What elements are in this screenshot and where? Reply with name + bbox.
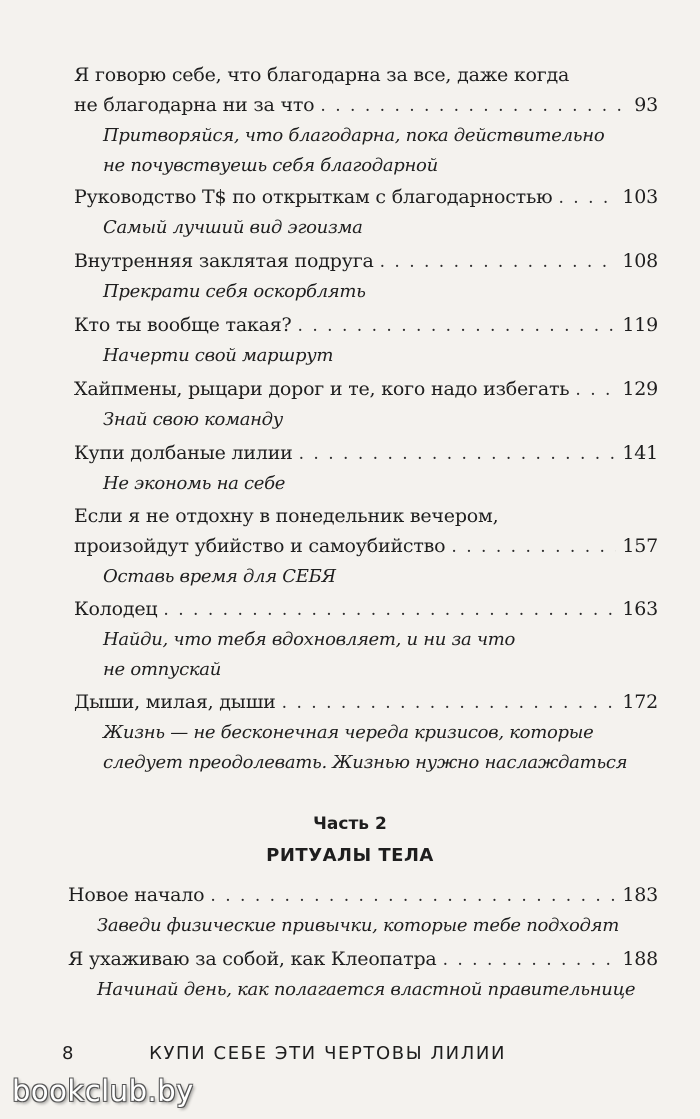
toc-entry bbox=[74, 594, 658, 685]
toc-entry-title-line bbox=[68, 944, 658, 975]
toc-entry-title-line bbox=[74, 438, 658, 469]
toc-entry-subtitle: не отпускай bbox=[103, 659, 222, 680]
toc-entry bbox=[74, 182, 658, 243]
toc-entry-title-line bbox=[74, 687, 658, 718]
toc-entry-title: произойдут убийство и самоубийство bbox=[74, 535, 446, 557]
toc-entry-title: Новое начало bbox=[68, 884, 205, 906]
leader-dots bbox=[443, 945, 617, 975]
toc-entry-title: Внутренняя заклятая подруга bbox=[74, 250, 374, 272]
toc-entry-title-line bbox=[74, 246, 658, 277]
leader-dots bbox=[299, 439, 617, 469]
toc-entry-title: Кто ты вообще такая? bbox=[74, 314, 292, 336]
toc-entry-title: Я говорю себе, что благодарна за все, даже когда bbox=[74, 64, 570, 86]
toc-entry bbox=[68, 944, 658, 1005]
toc-page-number: 163 bbox=[622, 598, 658, 620]
toc-entry-title: Руководство T$ по открыткам с благодарностью bbox=[74, 186, 553, 208]
toc-entry-subtitle: Оставь время для СЕБЯ bbox=[103, 566, 336, 587]
toc-page-number: 172 bbox=[622, 691, 658, 713]
toc-entry-title: Хайпмены, рыцари дорог и те, кого надо избегать bbox=[74, 378, 570, 400]
toc-entry bbox=[74, 246, 658, 307]
leader-dots bbox=[210, 881, 616, 911]
toc-entry bbox=[74, 374, 658, 435]
toc-entry bbox=[74, 310, 658, 371]
toc-page-number: 141 bbox=[622, 442, 658, 464]
toc-page-number: 103 bbox=[622, 186, 658, 208]
toc-entry-title: Я ухаживаю за собой, как Клеопатра bbox=[68, 948, 437, 970]
toc-entry-subtitle: Притворяйся, что благодарна, пока действительно bbox=[103, 125, 605, 146]
leader-dots bbox=[575, 375, 616, 405]
toc-entry-title-line bbox=[74, 182, 658, 213]
leader-dots bbox=[298, 311, 617, 341]
leader-dots bbox=[451, 532, 616, 562]
part-title: РИТУАЛЫ ТЕЛА bbox=[266, 845, 434, 866]
toc-entry bbox=[74, 501, 658, 592]
toc-entry-title: Колодец bbox=[74, 598, 158, 620]
toc-page-number: 93 bbox=[634, 94, 658, 116]
toc-entry-subtitle: Заведи физические привычки, которые тебе подходят bbox=[97, 915, 620, 936]
toc-entry bbox=[68, 880, 658, 941]
toc-page-number: 183 bbox=[622, 884, 658, 906]
toc-entry-subtitle: Прекрати себя оскорблять bbox=[103, 281, 366, 302]
toc-entry-subtitle: Начинай день, как полагается властной правительнице bbox=[97, 979, 636, 1000]
toc-entry bbox=[74, 60, 658, 181]
running-title: КУПИ СЕБЕ ЭТИ ЧЕРТОВЫ ЛИЛИИ bbox=[149, 1043, 507, 1064]
toc-entry-subtitle: Знай свою команду bbox=[103, 409, 283, 430]
leader-dots bbox=[380, 247, 617, 277]
toc-entry bbox=[74, 438, 658, 499]
toc-page-number: 108 bbox=[622, 250, 658, 272]
toc-entry-subtitle: Жизнь — не бесконечная череда кризисов, которые bbox=[103, 722, 594, 743]
toc-entry-title-line bbox=[68, 880, 658, 911]
leader-dots bbox=[320, 91, 628, 121]
leader-dots bbox=[558, 183, 616, 213]
toc-entry-title: Дыши, милая, дыши bbox=[74, 691, 276, 713]
part-number: Часть 2 bbox=[313, 814, 387, 834]
toc-page-number: 188 bbox=[622, 948, 658, 970]
toc-entry-title-line bbox=[74, 90, 658, 121]
toc-page-number: 119 bbox=[622, 314, 658, 336]
footer-page-number: 8 bbox=[62, 1043, 76, 1064]
leader-dots bbox=[282, 688, 617, 718]
toc-entry-title-line bbox=[74, 594, 658, 625]
toc-entry-title-line bbox=[74, 310, 658, 341]
page-footer bbox=[62, 1043, 662, 1064]
watermark: bookclub.by bbox=[12, 1074, 194, 1108]
toc-entry-subtitle: Самый лучший вид эгоизма bbox=[103, 217, 363, 238]
toc-entry-subtitle: не почувствуешь себя благодарной bbox=[103, 155, 438, 176]
toc-entry-title-line bbox=[74, 60, 658, 90]
toc-entry-subtitle: следует преодолевать. Жизнью нужно наслаждаться bbox=[103, 752, 628, 773]
toc-entry-title: не благодарна ни за что bbox=[74, 94, 315, 116]
toc-page-number: 157 bbox=[622, 535, 658, 557]
toc-entry bbox=[74, 687, 658, 778]
toc-entry-title-line bbox=[74, 374, 658, 405]
toc-entry-subtitle: Не экономь на себе bbox=[103, 473, 286, 494]
toc-entry-title: Купи долбаные лилии bbox=[74, 442, 293, 464]
toc-entry-title-line bbox=[74, 531, 658, 562]
toc-entry-title: Если я не отдохну в понедельник вечером, bbox=[74, 505, 499, 527]
toc-page-number: 129 bbox=[622, 378, 658, 400]
toc-entry-subtitle: Начерти свой маршрут bbox=[103, 345, 334, 366]
toc-entry-subtitle: Найди, что тебя вдохновляет, и ни за что bbox=[103, 629, 516, 650]
leader-dots bbox=[163, 595, 616, 625]
toc-entry-title-line bbox=[74, 501, 658, 531]
